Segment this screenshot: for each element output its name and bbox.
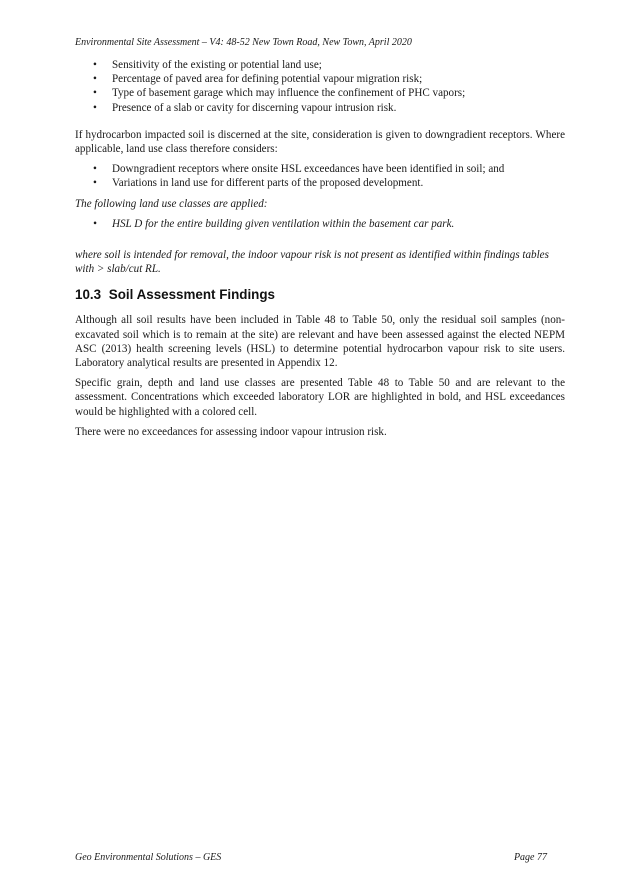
removal-note: where soil is intended for removal, the indoor vapour risk is not present as identified within findings tables with > slab/cut RL. bbox=[75, 249, 549, 276]
findings-paragraph-2: Specific grain, depth and land use classes are presented Table 48 to Table 50 and are relevant to the assessment. Concentrations which exceeded laboratory LOR are highlighted in bold, and HSL exceedances would be highlighted with a colored cell. bbox=[75, 377, 565, 418]
page-footer bbox=[75, 852, 547, 863]
list-item: • Percentage of paved area for defining potential vapour migration risk; bbox=[75, 72, 565, 86]
section-number: 10.3 bbox=[75, 287, 102, 303]
land-use-bullet-list bbox=[75, 217, 565, 231]
footer-company: Geo Environmental Solutions – GES bbox=[75, 852, 222, 863]
page-body bbox=[75, 58, 565, 439]
land-use-intro: The following land use classes are applied: bbox=[75, 197, 268, 210]
findings-paragraph-3: There were no exceedances for assessing indoor vapour intrusion risk. bbox=[75, 425, 387, 438]
intro-bullet-list bbox=[75, 58, 565, 115]
page-number: Page 77 bbox=[513, 852, 547, 863]
list-item: • Type of basement garage which may influence the confinement of PHC vapors; bbox=[75, 86, 565, 100]
section-title: Soil Assessment Findings bbox=[108, 287, 275, 303]
findings-paragraph-1: Although all soil results have been included in Table 48 to Table 50, only the residual soil samples (non-excavated soil which is to remain at the site) are relevant and have been assessed against the elected NEPM ASC (2013) health screening levels (HSL) to determine potential hydrocarbon vapour risk to site users. Laboratory analytical results are presented in Appendix 12. bbox=[75, 314, 565, 370]
list-item: • Presence of a slab or cavity for discerning vapour intrusion risk. bbox=[75, 101, 565, 115]
list-item: • Variations in land use for different parts of the proposed development. bbox=[75, 176, 565, 190]
list-item: • Downgradient receptors where onsite HSL exceedances have been identified in soil; and bbox=[75, 162, 565, 176]
hydrocarbon-paragraph: If hydrocarbon impacted soil is discerned at the site, consideration is given to downgradient receptors. Where applicable, land use class therefore considers: bbox=[75, 128, 565, 156]
page-header: Environmental Site Assessment – V4: 48-52 New Town Road, New Town, April 2020 bbox=[75, 37, 412, 48]
section-heading bbox=[75, 286, 565, 303]
list-item: • Sensitivity of the existing or potential land use; bbox=[75, 58, 565, 72]
consider-bullet-list bbox=[75, 162, 565, 190]
list-item: • HSL D for the entire building given ventilation within the basement car park. bbox=[75, 217, 565, 231]
